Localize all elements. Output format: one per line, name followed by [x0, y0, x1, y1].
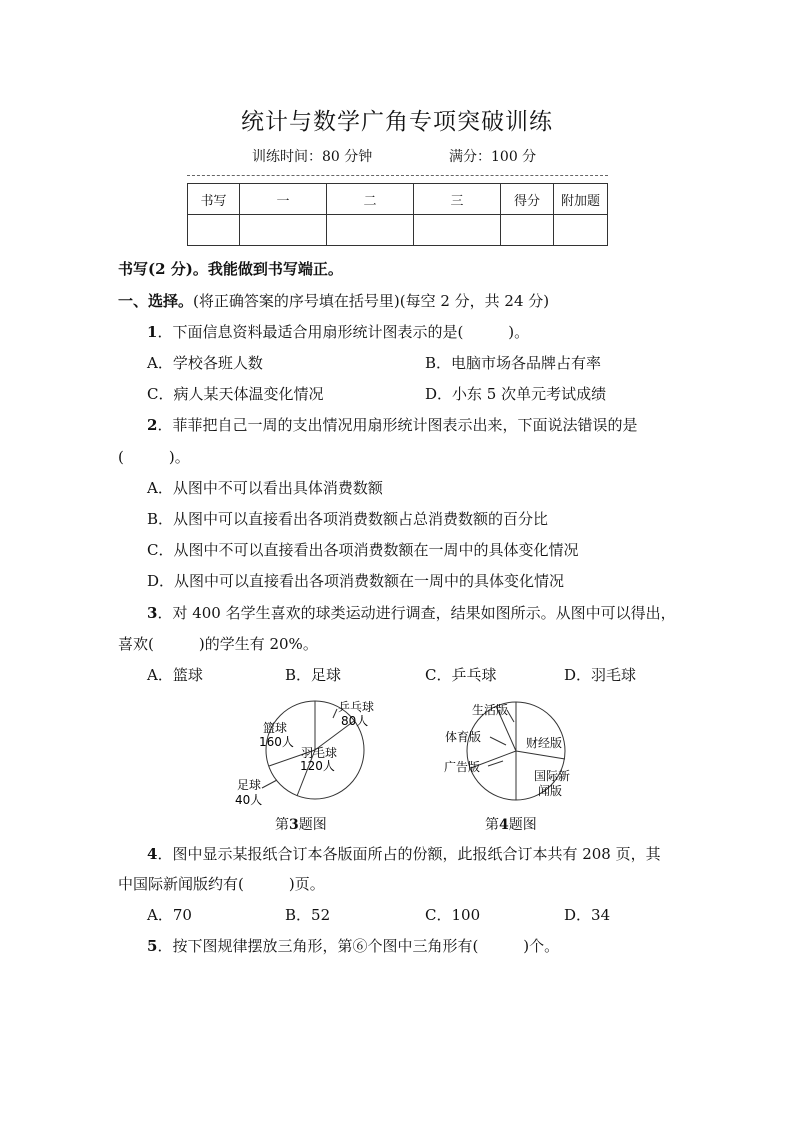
score-cell[interactable]: [188, 215, 240, 246]
figure-3-pie-chart: [225, 696, 390, 811]
q2-option-a[interactable]: A．从图中不可以看出具体消费数额: [147, 479, 383, 497]
q3-option-c[interactable]: C．乒乓球: [425, 666, 497, 684]
caption-number: 3: [289, 817, 299, 833]
fig3-label-pingpong-count: 80人: [341, 714, 369, 728]
fig4-label-finance: 财经版: [526, 736, 563, 750]
q1-option-d[interactable]: D．小东 5 次单元考试成绩: [425, 385, 607, 403]
section1-header: [118, 290, 549, 311]
fig3-label-basketball-count: 160人: [259, 735, 294, 749]
caption-suffix: 题图: [298, 817, 327, 833]
caption-suffix: 题图: [508, 817, 537, 833]
question-text: ．菲菲把自己一周的支出情况用扇形统计图表示出来，下面说法错误的是: [157, 416, 638, 434]
question-text: ．对 400 名学生喜欢的球类运动进行调查，结果如图所示。从图中可以得出，: [157, 604, 676, 622]
caption-number: 4: [499, 817, 509, 833]
fig3-label-football: 足球: [237, 778, 262, 792]
score-table: [187, 183, 608, 246]
question-number: 2: [147, 416, 158, 434]
fig3-label-football-count: 40人: [235, 793, 263, 807]
figure-4-pie-chart: [430, 696, 595, 811]
q4-option-d[interactable]: D．34: [564, 906, 611, 924]
caption-prefix: 第: [275, 817, 289, 833]
score-header-total: 得分: [501, 184, 554, 215]
writing-instruction: 书写(2 分)。我能做到书写端正。: [118, 260, 343, 278]
fig4-leader: [488, 761, 503, 766]
fig3-label-basketball: 篮球: [263, 721, 288, 735]
score-header-part1: 一: [240, 184, 327, 215]
score-cell[interactable]: [414, 215, 501, 246]
q1-option-c[interactable]: C．病人某天体温变化情况: [147, 385, 324, 403]
q4-option-a[interactable]: A．70: [147, 906, 192, 924]
figure-3-caption: [275, 814, 327, 834]
question-text: ．下面信息资料最适合用扇形统计图表示的是( )。: [157, 323, 530, 341]
training-time: 训练时间：80 分钟: [252, 149, 373, 165]
full-score: 满分：100 分: [449, 149, 537, 165]
score-header-bonus: 附加题: [554, 184, 608, 215]
question-4-cont: 中国际新闻版约有( )页。: [118, 875, 325, 893]
q2-option-d[interactable]: D．从图中可以直接看出各项消费数额在一周中的具体变化情况: [147, 572, 565, 590]
section1-note: (将正确答案的序号填在括号里)(每空 2 分，共 24 分): [193, 292, 550, 310]
fig3-label-pingpong: 乒乓球: [338, 700, 375, 714]
q2-option-b[interactable]: B．从图中可以直接看出各项消费数额占总消费数额的百分比: [147, 510, 549, 528]
question-1: [147, 321, 529, 342]
q4-option-c[interactable]: C．100: [425, 906, 481, 924]
question-number: 4: [147, 845, 158, 863]
fig4-label-ad: 广告版: [444, 760, 481, 774]
question-number: 3: [147, 604, 158, 622]
fig4-divider: [516, 751, 565, 759]
fig3-label-badminton-count: 120人: [300, 759, 335, 773]
question-3: [147, 602, 676, 623]
score-header-writing: 书写: [188, 184, 240, 215]
q1-option-b[interactable]: B．电脑市场各品牌占有率: [425, 354, 602, 372]
q4-option-b[interactable]: B．52: [285, 906, 331, 924]
question-text: ．图中显示某报纸合订本各版面所占的份额，此报纸合订本共有 208 页，其: [157, 845, 661, 863]
q2-option-c[interactable]: C．从图中不可以直接看出各项消费数额在一周中的具体变化情况: [147, 541, 579, 559]
score-cell[interactable]: [554, 215, 608, 246]
fig3-leader: [262, 780, 277, 788]
question-number: 5: [147, 937, 158, 955]
fig4-label-intl-1: 国际新: [534, 769, 571, 783]
score-table-blank-row: [188, 215, 608, 246]
question-number: 1: [147, 323, 158, 341]
score-cell[interactable]: [240, 215, 327, 246]
question-2-cont: ( )。: [118, 448, 190, 466]
score-cell[interactable]: [327, 215, 414, 246]
q3-option-a[interactable]: A．篮球: [147, 666, 203, 684]
fig3-label-badminton: 羽毛球: [301, 746, 338, 760]
page-title: 统计与数学广角专项突破训练: [241, 109, 553, 135]
question-2: [147, 414, 637, 435]
fig3-leader: [333, 709, 337, 718]
score-header-part3: 三: [414, 184, 501, 215]
q3-option-b[interactable]: B．足球: [285, 666, 342, 684]
question-text: ．按下图规律摆放三角形，第⑥个图中三角形有( )个。: [157, 937, 560, 955]
fig4-leader: [490, 737, 506, 745]
fig4-label-life: 生活版: [472, 703, 509, 717]
q1-option-a[interactable]: A．学校各班人数: [147, 354, 263, 372]
score-table-header-row: [188, 184, 608, 215]
section1-heading: 一、选择。: [118, 292, 194, 310]
fig4-label-intl-2: 闻版: [538, 784, 563, 798]
caption-prefix: 第: [485, 817, 499, 833]
question-4: [147, 843, 661, 864]
q3-option-d[interactable]: D．羽毛球: [564, 666, 637, 684]
dotted-divider: [187, 175, 608, 176]
score-cell[interactable]: [501, 215, 554, 246]
question-3-cont: 喜欢( )的学生有 20%。: [118, 635, 318, 653]
fig4-leader: [507, 710, 514, 722]
question-5: [147, 935, 559, 956]
score-header-part2: 二: [327, 184, 414, 215]
fig4-label-sport: 体育版: [445, 730, 482, 744]
figure-4-caption: [485, 814, 537, 834]
